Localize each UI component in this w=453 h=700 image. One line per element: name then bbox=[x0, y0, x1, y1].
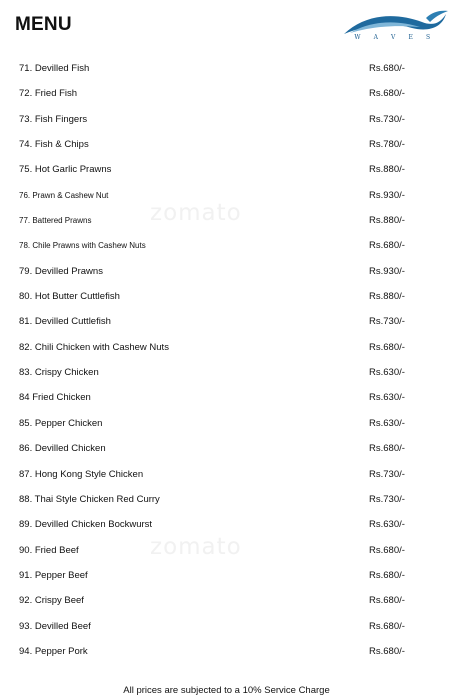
menu-item-price: Rs.680/- bbox=[369, 645, 405, 657]
menu-item-price: Rs.730/- bbox=[369, 316, 405, 328]
menu-item-name: 81. Devilled Cuttlefish bbox=[19, 316, 111, 328]
menu-item bbox=[0, 82, 453, 107]
menu-item bbox=[0, 285, 453, 310]
menu-item-price: Rs.680/- bbox=[369, 63, 405, 74]
menu-item-name: 88. Thai Style Chicken Red Curry bbox=[19, 493, 160, 505]
menu-item-name: 89. Devilled Chicken Bockwurst bbox=[19, 519, 153, 531]
menu-item bbox=[0, 336, 453, 361]
menu-item-price: Rs.680/- bbox=[369, 341, 405, 353]
menu-item-price: Rs.730/- bbox=[369, 468, 405, 480]
menu-item-name: 87. Hong Kong Style Chicken bbox=[19, 468, 144, 480]
menu-item-price: Rs.880/- bbox=[369, 291, 405, 303]
menu-item-name: 91. Pepper Beef bbox=[19, 569, 88, 581]
zomato-watermark: zomato bbox=[150, 534, 242, 560]
menu-item-name: 86. Devilled Chicken bbox=[19, 443, 106, 455]
menu-item bbox=[0, 184, 453, 209]
menu-item-name: 79. Devilled Prawns bbox=[19, 265, 103, 277]
menu-item-price: Rs.730/- bbox=[369, 493, 405, 505]
waves-logo-icon bbox=[340, 8, 450, 48]
menu-item-price: Rs.680/- bbox=[369, 240, 405, 252]
menu-item bbox=[0, 589, 453, 614]
menu-item-price: Rs.780/- bbox=[369, 139, 405, 151]
menu-item-name: 93. Devilled Beef bbox=[19, 620, 91, 632]
menu-item-price: Rs.930/- bbox=[369, 189, 405, 201]
zomato-watermark: zomato bbox=[150, 200, 242, 226]
menu-item-name: 84 Fried Chicken bbox=[19, 392, 91, 404]
menu-item bbox=[0, 488, 453, 513]
menu-item-price: Rs.680/- bbox=[369, 620, 405, 632]
menu-item-price: Rs.680/- bbox=[369, 569, 405, 581]
menu-item bbox=[0, 463, 453, 488]
menu-item bbox=[0, 412, 453, 437]
menu-item-price: Rs.680/- bbox=[369, 443, 405, 455]
menu-list bbox=[0, 57, 453, 665]
menu-item-name: 92. Crispy Beef bbox=[19, 595, 84, 607]
menu-item bbox=[0, 260, 453, 285]
menu-item-name: 71. Devilled Fish bbox=[19, 63, 90, 74]
menu-item-price: Rs.880/- bbox=[369, 215, 405, 227]
menu-item-name: 72. Fried Fish bbox=[19, 88, 78, 100]
menu-item-price: Rs.680/- bbox=[369, 544, 405, 556]
menu-item-price: Rs.630/- bbox=[369, 367, 405, 379]
menu-item bbox=[0, 108, 453, 133]
menu-item-price: Rs.630/- bbox=[369, 392, 405, 404]
menu-item-name: 76. Prawn & Cashew Nut bbox=[19, 190, 109, 200]
menu-item bbox=[0, 209, 453, 234]
page-title: MENU bbox=[15, 14, 72, 35]
menu-item bbox=[0, 234, 453, 259]
menu-item-price: Rs.680/- bbox=[369, 88, 405, 100]
menu-item-name: 82. Chili Chicken with Cashew Nuts bbox=[19, 341, 169, 353]
menu-item-name: 74. Fish & Chips bbox=[19, 139, 89, 151]
menu-item-name: 75. Hot Garlic Prawns bbox=[19, 164, 112, 176]
logo-wordmark: W A V E S bbox=[354, 34, 436, 41]
menu-item-name: 83. Crispy Chicken bbox=[19, 367, 99, 379]
menu-item bbox=[0, 437, 453, 462]
menu-item-price: Rs.630/- bbox=[369, 417, 405, 429]
menu-item bbox=[0, 564, 453, 589]
menu-item-price: Rs.680/- bbox=[369, 595, 405, 607]
menu-item bbox=[0, 361, 453, 386]
menu-item bbox=[0, 640, 453, 665]
menu-item bbox=[0, 615, 453, 640]
menu-item-name: 94. Pepper Pork bbox=[19, 645, 88, 657]
menu-item-price: Rs.880/- bbox=[369, 164, 405, 176]
menu-item bbox=[0, 386, 453, 411]
menu-item bbox=[0, 57, 453, 82]
menu-item-name: 90. Fried Beef bbox=[19, 544, 79, 556]
menu-item-price: Rs.930/- bbox=[369, 265, 405, 277]
menu-item bbox=[0, 133, 453, 158]
menu-item bbox=[0, 158, 453, 183]
menu-item bbox=[0, 310, 453, 335]
menu-item-price: Rs.630/- bbox=[369, 519, 405, 531]
menu-item-name: 73. Fish Fingers bbox=[19, 113, 88, 125]
menu-item bbox=[0, 513, 453, 538]
menu-item-name: 77. Battered Prawns bbox=[19, 216, 92, 226]
menu-item-name: 85. Pepper Chicken bbox=[19, 417, 103, 429]
menu-item-name: 78. Chile Prawns with Cashew Nuts bbox=[19, 241, 146, 251]
menu-item bbox=[0, 539, 453, 564]
service-charge-note: All prices are subjected to a 10% Service Charge bbox=[123, 685, 330, 696]
menu-item-price: Rs.730/- bbox=[369, 113, 405, 125]
menu-item-name: 80. Hot Butter Cuttlefish bbox=[19, 291, 120, 303]
